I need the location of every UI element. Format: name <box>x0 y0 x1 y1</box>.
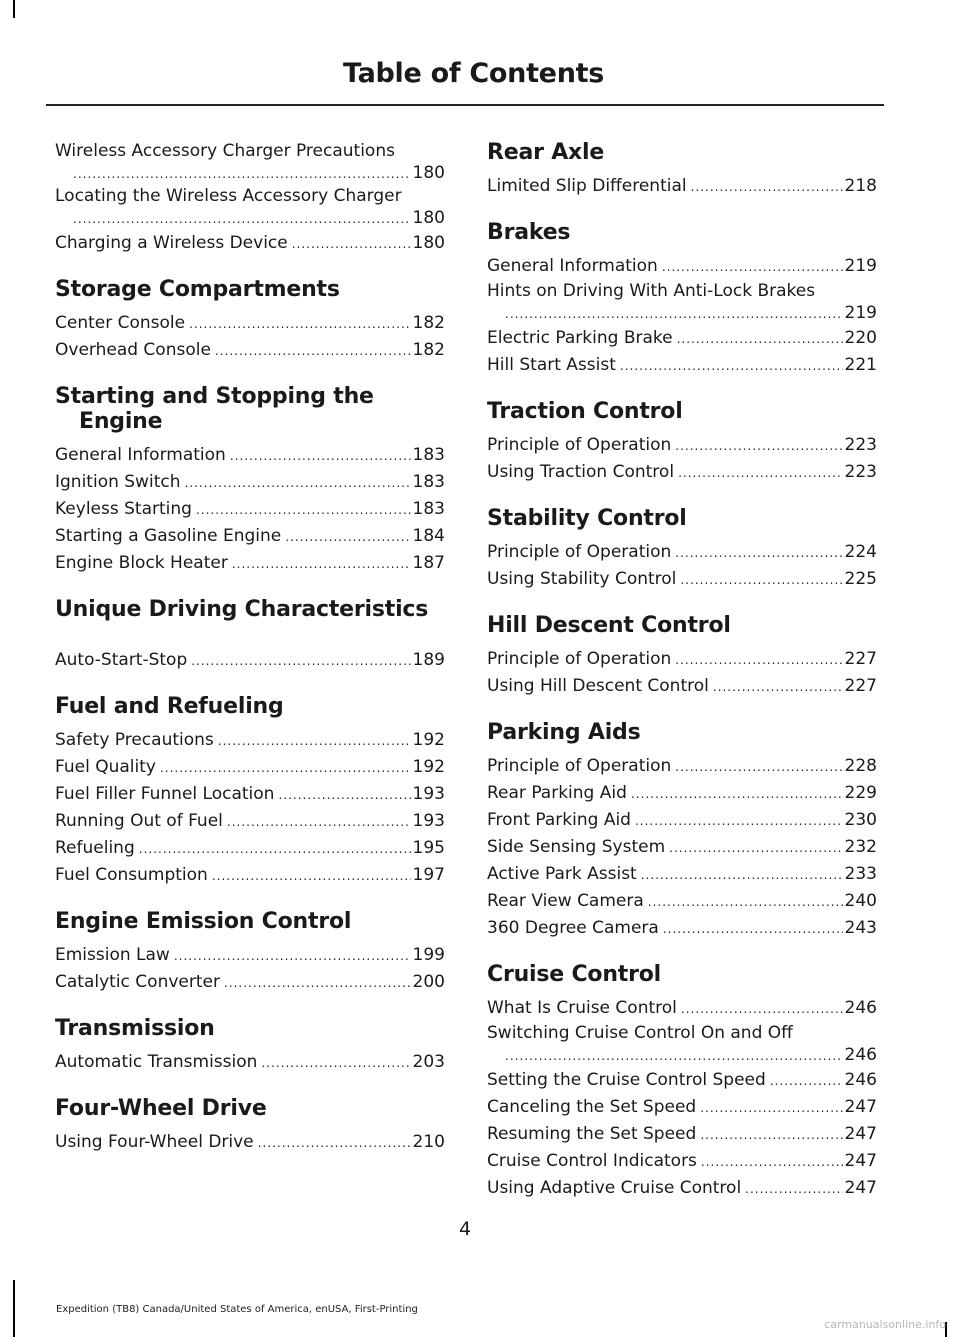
toc-entry-page: 227 <box>844 649 877 669</box>
toc-entry-title: Principle of Operation <box>487 435 672 455</box>
toc-entry[interactable] <box>55 496 445 523</box>
toc-entry-page: 246 <box>844 1045 877 1065</box>
toc-entry-title: Fuel Consumption <box>55 865 208 885</box>
toc-entry[interactable] <box>55 230 445 257</box>
toc-left-column <box>55 140 445 1156</box>
toc-entry-title: Running Out of Fuel <box>55 811 223 831</box>
toc-entry[interactable] <box>487 1175 877 1202</box>
toc-section-hill-descent-control <box>487 613 877 700</box>
toc-entry-title: 360 Degree Camera <box>487 918 659 938</box>
toc-entry[interactable] <box>487 807 877 834</box>
section-heading: Hill Descent Control <box>487 613 731 638</box>
dot-leader <box>675 540 842 566</box>
toc-section-starting-and-stopping-the-engine <box>55 384 445 577</box>
toc-entry[interactable] <box>487 432 877 459</box>
section-heading: Traction Control <box>487 399 683 424</box>
toc-entry-page: 183 <box>412 445 445 465</box>
toc-entry-page: 203 <box>412 1052 445 1072</box>
toc-entry-page: 182 <box>412 313 445 333</box>
toc-section-fuel-and-refueling <box>55 694 445 889</box>
toc-entry[interactable] <box>487 834 877 861</box>
dot-leader <box>675 647 842 673</box>
toc-entry-title: Principle of Operation <box>487 542 672 562</box>
toc-entry[interactable] <box>55 337 445 364</box>
toc-entry-title: Auto-Start-Stop <box>55 650 188 670</box>
toc-entry-title: Canceling the Set Speed <box>487 1097 697 1117</box>
toc-entry-title: Using Traction Control <box>487 462 675 482</box>
toc-entry-page: 221 <box>844 355 877 375</box>
toc-entry-title: Active Park Assist <box>487 864 637 884</box>
section-heading: Storage Compartments <box>55 277 340 302</box>
section-heading: Parking Aids <box>487 720 641 745</box>
dot-leader <box>681 996 843 1022</box>
section-heading: Starting and Stopping the Engine <box>55 384 374 434</box>
toc-entry[interactable] <box>487 352 877 379</box>
toc-entry[interactable] <box>55 140 445 185</box>
dot-leader <box>641 862 843 888</box>
toc-entry-title: Automatic Transmission <box>55 1052 258 1072</box>
toc-entry-page: 195 <box>412 838 445 858</box>
dot-leader <box>258 1130 411 1156</box>
toc-entry-page: 200 <box>412 972 445 992</box>
toc-entry-title: Resuming the Set Speed <box>487 1124 697 1144</box>
toc-entry[interactable] <box>55 835 445 862</box>
dot-leader <box>675 433 842 459</box>
dot-leader <box>700 1095 842 1121</box>
section-heading: Rear Axle <box>487 140 605 165</box>
toc-entry-page: 193 <box>412 811 445 831</box>
toc-entry[interactable] <box>487 888 877 915</box>
dot-leader <box>680 567 842 593</box>
toc-entry-page: 220 <box>844 328 877 348</box>
toc-entry[interactable] <box>487 280 877 325</box>
toc-entry[interactable] <box>55 185 445 230</box>
dot-leader <box>678 460 842 486</box>
toc-entry-title: General Information <box>487 256 658 276</box>
toc-entry-page: 182 <box>412 340 445 360</box>
toc-entry-title: Fuel Quality <box>55 757 156 777</box>
toc-entry-page: 233 <box>844 864 877 884</box>
toc-entry-page: 225 <box>844 569 877 589</box>
section-heading: Transmission <box>55 1016 215 1041</box>
toc-entry-page: 183 <box>412 499 445 519</box>
toc-entry-title: Principle of Operation <box>487 756 672 776</box>
toc-entry-title: Using Hill Descent Control <box>487 676 709 696</box>
toc-entry[interactable] <box>55 550 445 577</box>
toc-section-continued <box>55 140 445 257</box>
toc-entry-title: Front Parking Aid <box>487 810 631 830</box>
dot-leader <box>662 254 843 280</box>
toc-entry-title: What Is Cruise Control <box>487 998 677 1018</box>
dot-leader <box>745 1176 842 1202</box>
dot-leader <box>230 443 411 469</box>
toc-section-parking-aids <box>487 720 877 942</box>
toc-entry[interactable] <box>55 523 445 550</box>
toc-entry-page: 247 <box>844 1178 877 1198</box>
section-heading: Fuel and Refueling <box>55 694 284 719</box>
dot-leader <box>700 1122 842 1148</box>
toc-entry-page: 223 <box>844 462 877 482</box>
toc-entry-page: 247 <box>844 1124 877 1144</box>
toc-entry[interactable] <box>487 1022 877 1067</box>
toc-entry-page: 240 <box>844 891 877 911</box>
crop-mark-top-left <box>13 0 15 18</box>
toc-section-four-wheel-drive <box>55 1096 445 1156</box>
toc-section-storage-compartments <box>55 277 445 364</box>
toc-entry-page: 243 <box>844 918 877 938</box>
toc-entry-title: Catalytic Converter <box>55 972 220 992</box>
dot-leader <box>278 782 410 808</box>
toc-entry[interactable] <box>55 942 445 969</box>
crop-mark-bottom-left <box>13 1280 15 1337</box>
dot-leader <box>215 338 411 364</box>
dot-leader <box>505 1045 843 1067</box>
toc-entry-page: 189 <box>412 650 445 670</box>
toc-entry-page: 199 <box>412 945 445 965</box>
toc-section-transmission <box>55 1016 445 1076</box>
dot-leader <box>227 809 411 835</box>
toc-entry-title: Engine Block Heater <box>55 553 228 573</box>
toc-entry[interactable] <box>55 442 445 469</box>
dot-leader <box>160 755 411 781</box>
toc-section-brakes <box>487 220 877 379</box>
toc-entry-page: 246 <box>844 998 877 1018</box>
toc-entry[interactable] <box>487 566 877 593</box>
toc-entry[interactable] <box>487 1121 877 1148</box>
toc-section-cruise-control <box>487 962 877 1202</box>
toc-entry-page: 210 <box>412 1132 445 1152</box>
dot-leader <box>663 916 843 942</box>
toc-entry-page: 184 <box>412 526 445 546</box>
toc-entry[interactable] <box>487 861 877 888</box>
toc-entry-page: 247 <box>844 1097 877 1117</box>
toc-entry[interactable] <box>487 325 877 352</box>
dot-leader <box>73 163 411 185</box>
toc-entry[interactable] <box>487 539 877 566</box>
dot-leader <box>139 836 411 862</box>
dot-leader <box>191 648 410 674</box>
toc-section-rear-axle <box>487 140 877 200</box>
toc-entry-title: Refueling <box>55 838 135 858</box>
toc-entry-page: 229 <box>844 783 877 803</box>
dot-leader <box>174 943 411 969</box>
toc-entry-title: Locating the Wireless Accessory Charger <box>55 186 402 206</box>
dot-leader <box>505 303 843 325</box>
toc-entry-page: 180 <box>412 233 445 253</box>
dot-leader <box>184 470 410 496</box>
toc-entry-page: 246 <box>844 1070 877 1090</box>
dot-leader <box>675 754 842 780</box>
toc-entry-title: Hill Start Assist <box>487 355 616 375</box>
section-heading: Four-Wheel Drive <box>55 1096 267 1121</box>
title-divider <box>46 104 884 106</box>
toc-entry[interactable] <box>487 1094 877 1121</box>
section-heading: Unique Driving Characteristics <box>55 597 429 622</box>
page-number: 4 <box>458 1218 472 1240</box>
dot-leader <box>212 863 411 889</box>
toc-entry-page: 183 <box>412 472 445 492</box>
toc-entry[interactable] <box>55 969 445 996</box>
footer-edition-text: Expedition (TB8) Canada/United States of America, enUSA, First-Printing <box>56 1304 418 1315</box>
dot-leader <box>189 311 410 337</box>
toc-section-engine-emission-control <box>55 909 445 996</box>
toc-entry[interactable] <box>55 1049 445 1076</box>
toc-entry-title: Ignition Switch <box>55 472 181 492</box>
toc-entry-title: Overhead Console <box>55 340 211 360</box>
toc-entry-title: General Information <box>55 445 226 465</box>
toc-entry-title: Using Stability Control <box>487 569 677 589</box>
section-heading: Cruise Control <box>487 962 662 987</box>
toc-entry-page: 227 <box>844 676 877 696</box>
toc-entry[interactable] <box>487 995 877 1022</box>
dot-leader <box>196 497 411 523</box>
dot-leader <box>224 970 411 996</box>
section-heading: Brakes <box>487 220 571 245</box>
toc-entry[interactable] <box>487 780 877 807</box>
dot-leader <box>770 1068 843 1094</box>
toc-entry[interactable] <box>487 1148 877 1175</box>
toc-entry[interactable] <box>487 459 877 486</box>
toc-entry[interactable] <box>55 469 445 496</box>
toc-entry-page: 180 <box>412 163 445 183</box>
toc-entry-page: 218 <box>844 176 877 196</box>
dot-leader <box>713 674 843 700</box>
toc-entry-title: Using Four-Wheel Drive <box>55 1132 254 1152</box>
dot-leader <box>701 1149 843 1175</box>
toc-entry[interactable] <box>55 808 445 835</box>
dot-leader <box>292 231 411 257</box>
toc-entry-title: Setting the Cruise Control Speed <box>487 1070 766 1090</box>
toc-entry-page: 219 <box>844 303 877 323</box>
toc-entry[interactable] <box>487 915 877 942</box>
toc-right-column <box>487 140 877 1202</box>
toc-entry-page: 180 <box>412 208 445 228</box>
toc-entry-title: Center Console <box>55 313 186 333</box>
toc-entry-title: Using Adaptive Cruise Control <box>487 1178 742 1198</box>
toc-entry-title: Rear View Camera <box>487 891 644 911</box>
toc-entry[interactable] <box>487 1067 877 1094</box>
toc-entry[interactable] <box>55 647 445 674</box>
toc-entry-title: Side Sensing System <box>487 837 666 857</box>
toc-entry-page: 192 <box>412 757 445 777</box>
toc-entry-title: Keyless Starting <box>55 499 192 519</box>
dot-leader <box>631 781 843 807</box>
dot-leader <box>648 889 843 915</box>
dot-leader <box>677 326 843 352</box>
toc-entry[interactable] <box>55 754 445 781</box>
toc-section-traction-control <box>487 399 877 486</box>
toc-section-unique-driving-characteristics <box>55 597 445 674</box>
dot-leader <box>669 835 842 861</box>
toc-entry[interactable] <box>487 253 877 280</box>
toc-entry-title: Charging a Wireless Device <box>55 233 288 253</box>
toc-entry[interactable] <box>487 646 877 673</box>
toc-entry[interactable] <box>487 673 877 700</box>
toc-entry[interactable] <box>487 173 877 200</box>
toc-entry-page: 232 <box>844 837 877 857</box>
toc-entry-page: 187 <box>412 553 445 573</box>
toc-entry[interactable] <box>55 781 445 808</box>
toc-section-stability-control <box>487 506 877 593</box>
dot-leader <box>691 174 843 200</box>
toc-entry-page: 219 <box>844 256 877 276</box>
toc-entry[interactable] <box>487 753 877 780</box>
toc-entry[interactable] <box>55 310 445 337</box>
toc-entry-page: 223 <box>844 435 877 455</box>
toc-entry-title: Hints on Driving With Anti-Lock Brakes <box>487 281 816 301</box>
dot-leader <box>218 728 411 754</box>
toc-entry-page: 247 <box>844 1151 877 1171</box>
toc-entry-page: 193 <box>412 784 445 804</box>
watermark: carmanualsonline.info <box>824 1318 946 1331</box>
toc-entry-title: Safety Precautions <box>55 730 214 750</box>
toc-entry-page: 224 <box>844 542 877 562</box>
dot-leader <box>261 1050 410 1076</box>
toc-entry-page: 230 <box>844 810 877 830</box>
toc-entry-page: 228 <box>844 756 877 776</box>
section-heading: Engine Emission Control <box>55 909 352 934</box>
toc-entry-title: Electric Parking Brake <box>487 328 673 348</box>
toc-entry[interactable] <box>55 727 445 754</box>
toc-entry-title: Emission Law <box>55 945 170 965</box>
toc-entry[interactable] <box>55 862 445 889</box>
dot-leader <box>285 524 410 550</box>
toc-entry-title: Rear Parking Aid <box>487 783 627 803</box>
toc-entry-title: Switching Cruise Control On and Off <box>487 1023 793 1043</box>
toc-entry-title: Wireless Accessory Charger Precautions <box>55 141 395 161</box>
toc-entry-title: Cruise Control Indicators <box>487 1151 697 1171</box>
toc-entry-title: Starting a Gasoline Engine <box>55 526 282 546</box>
page-title: Table of Contents <box>342 58 604 89</box>
toc-entry-title: Principle of Operation <box>487 649 672 669</box>
toc-entry-page: 197 <box>412 865 445 885</box>
toc-entry[interactable] <box>55 1129 445 1156</box>
dot-leader <box>635 808 843 834</box>
dot-leader <box>73 208 411 230</box>
section-heading: Stability Control <box>487 506 687 531</box>
dot-leader <box>620 353 843 379</box>
toc-entry-title: Fuel Filler Funnel Location <box>55 784 275 804</box>
toc-entry-page: 192 <box>412 730 445 750</box>
dot-leader <box>232 551 411 577</box>
toc-entry-title: Limited Slip Differential <box>487 176 687 196</box>
